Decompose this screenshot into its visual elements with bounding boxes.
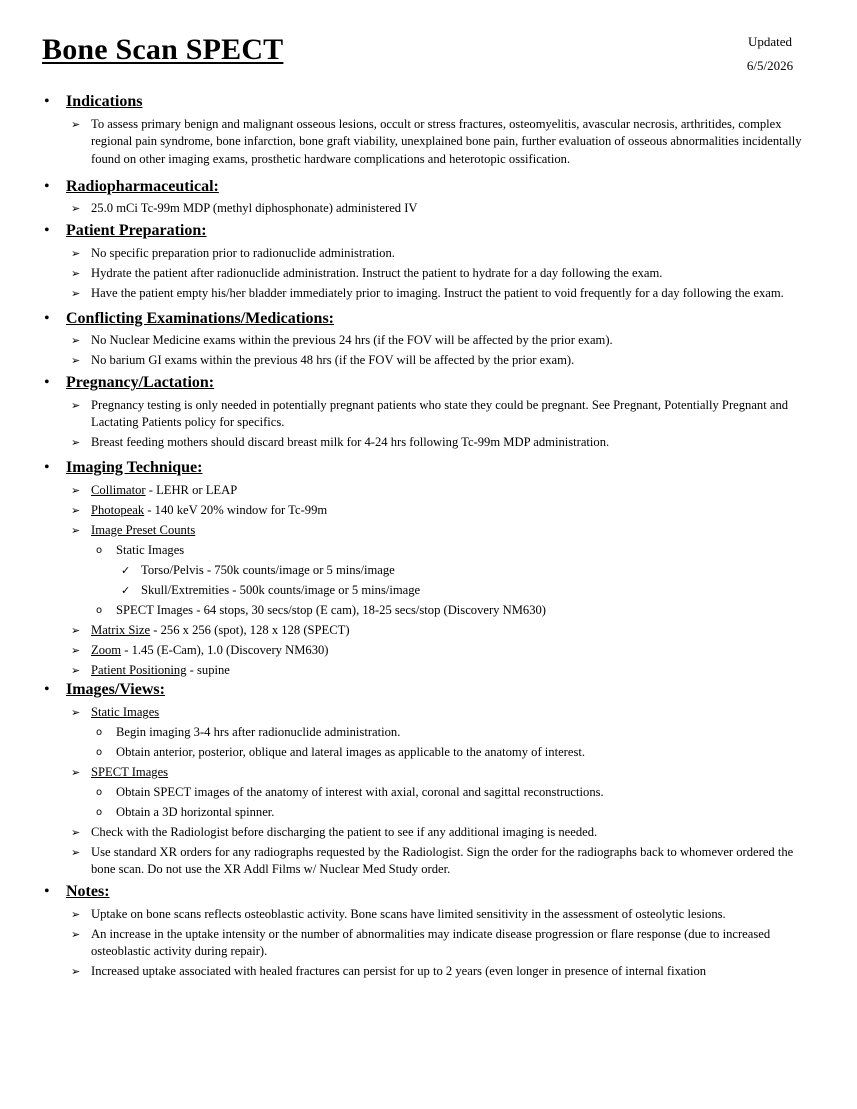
section-heading: • Indications bbox=[0, 91, 857, 113]
list-item: ➢ Static Images bbox=[0, 704, 857, 722]
section-conflicting bbox=[0, 308, 857, 370]
arrow-bullet-icon: ➢ bbox=[71, 354, 81, 367]
list-item: ➢ Hydrate the patient after radionuclide administration. Instruct the patient to hydrate for a day following the exam. bbox=[0, 265, 857, 283]
circle-bullet-icon: o bbox=[96, 746, 103, 758]
section-notes bbox=[0, 881, 857, 981]
collimator-label: Collimator bbox=[91, 482, 146, 497]
list-item bbox=[0, 522, 857, 540]
zoom-label: Zoom bbox=[91, 642, 122, 657]
list-item: o SPECT Images - 64 stops, 30 secs/stop (E cam), 18-25 secs/stop (Discovery NM630) bbox=[0, 602, 857, 620]
list-item: ➢ Increased uptake associated with healed fractures can persist for up to 2 years (even longer in presence of internal fixation bbox=[0, 963, 857, 981]
list-item: o Static Images bbox=[0, 542, 857, 560]
list-item: ➢ No specific preparation prior to radionuclide administration. bbox=[0, 245, 857, 263]
bullet-icon: • bbox=[44, 93, 50, 110]
check-bullet-icon: ✓ bbox=[121, 563, 131, 577]
bullet-icon: • bbox=[44, 459, 50, 476]
list-item: o Begin imaging 3-4 hrs after radionuclide administration. bbox=[0, 724, 857, 742]
list-item: ✓ Torso/Pelvis - 750k counts/image or 5 mins/image bbox=[0, 562, 857, 580]
arrow-bullet-icon: ➢ bbox=[71, 503, 81, 517]
section-heading: • Imaging Technique: bbox=[0, 457, 857, 479]
section-heading: • Patient Preparation: bbox=[0, 220, 857, 242]
section-heading: • Conflicting Examinations/Medications: bbox=[0, 308, 857, 330]
section-heading: • Radiopharmaceutical: bbox=[0, 176, 857, 198]
arrow-bullet-icon: ➢ bbox=[71, 845, 81, 859]
preset-counts-label: Image Preset Counts bbox=[91, 522, 196, 537]
circle-bullet-icon: o bbox=[96, 806, 103, 818]
bullet-icon: • bbox=[44, 222, 50, 239]
arrow-bullet-icon: ➢ bbox=[71, 523, 81, 537]
matrix-size-label: Matrix Size bbox=[91, 622, 151, 637]
section-heading: • Images/Views: bbox=[0, 679, 857, 701]
positioning-label: Patient Positioning bbox=[91, 662, 187, 677]
photopeak-label: Photopeak bbox=[91, 502, 145, 517]
bullet-icon: • bbox=[44, 177, 50, 195]
bullet-icon: • bbox=[44, 374, 50, 391]
arrow-bullet-icon: ➢ bbox=[71, 965, 81, 978]
list-item: ➢ Patient Positioning - supine bbox=[0, 662, 857, 680]
list-item: ➢ Collimator - LEHR or LEAP bbox=[0, 482, 857, 500]
section-pregnancy bbox=[0, 372, 857, 452]
list-item: ➢ Uptake on bone scans reflects osteoblastic activity. Bone scans have limited sensitivity in the assessment of osteolytic lesions. bbox=[0, 906, 857, 924]
list-item: o Obtain SPECT images of the anatomy of interest with axial, coronal and sagittal reconstructions. bbox=[0, 784, 857, 802]
section-heading: • Notes: bbox=[0, 881, 857, 903]
arrow-bullet-icon: ➢ bbox=[71, 202, 81, 215]
arrow-bullet-icon: ➢ bbox=[71, 286, 81, 300]
arrow-bullet-icon: ➢ bbox=[71, 623, 81, 637]
arrow-bullet-icon: ➢ bbox=[71, 705, 81, 719]
list-item: ➢ To assess primary benign and malignant osseous lesions, occult or stress fractures, osteomyelitis, avascular necrosis, arthritides, complex regional pain syndrome, bone infarction, bone graft viability, unexplained bone pain, further evaluation of osseous abnormalities incidentally found on other imaging exams, prosthetic hardware complications and heterotopic ossification. bbox=[71, 116, 802, 166]
bullet-icon: • bbox=[44, 883, 50, 900]
list-item: o Obtain anterior, posterior, oblique and lateral images as applicable to the anatomy of interest. bbox=[0, 744, 857, 762]
list-item: ✓ Skull/Extremities - 500k counts/image or 5 mins/image bbox=[0, 582, 857, 600]
updated-label: Updated bbox=[747, 34, 793, 49]
arrow-bullet-icon: ➢ bbox=[71, 483, 81, 497]
arrow-bullet-icon: ➢ bbox=[71, 334, 81, 347]
list-item: ➢ 25.0 mCi Tc-99m MDP (methyl diphosphonate) administered IV bbox=[0, 200, 857, 218]
list-item: ➢ No Nuclear Medicine exams within the previous 24 hrs (if the FOV will be affected by the prior exam). bbox=[0, 332, 857, 350]
arrow-bullet-icon: ➢ bbox=[71, 266, 81, 280]
list-item: ➢ Use standard XR orders for any radiographs requested by the Radiologist. Sign the order for the radiographs back to whomever ordered the bone scan. Do not use the XR Addl Films w/ Nuclear Med Study order. bbox=[71, 844, 794, 876]
check-bullet-icon: ✓ bbox=[121, 583, 131, 597]
updated-block bbox=[735, 30, 805, 78]
list-item: ➢ An increase in the uptake intensity or the number of abnormalities may indicate disease progression or flare response (due to increased osteoblastic activity during repair). bbox=[71, 926, 771, 958]
list-item: ➢ SPECT Images bbox=[0, 764, 857, 782]
section-imaging-technique bbox=[0, 457, 857, 679]
section-images-views bbox=[0, 679, 857, 879]
arrow-bullet-icon: ➢ bbox=[71, 246, 81, 260]
section-indications bbox=[0, 91, 857, 168]
list-item: ➢ Zoom - 1.45 (E-Cam), 1.0 (Discovery NM630) bbox=[0, 642, 857, 660]
section-patient-preparation bbox=[0, 220, 857, 302]
circle-bullet-icon: o bbox=[96, 786, 103, 798]
list-item: ➢ No barium GI exams within the previous 48 hrs (if the FOV will be affected by the prior exam). bbox=[0, 352, 857, 370]
updated-date: 6/5/2026 bbox=[746, 58, 794, 73]
circle-bullet-icon: o bbox=[96, 604, 103, 616]
list-item: ➢ Breast feeding mothers should discard breast milk for 4-24 hrs following Tc-99m MDP administration. bbox=[0, 434, 857, 452]
circle-bullet-icon: o bbox=[96, 544, 103, 556]
section-heading: • Pregnancy/Lactation: bbox=[0, 372, 857, 394]
list-item: ➢ Pregnancy testing is only needed in potentially pregnant patients who state they could be pregnant. See Pregnant, Potentially Pregnant and Lactating Patients policy for specifics. bbox=[71, 397, 789, 429]
bullet-icon: • bbox=[44, 309, 50, 327]
arrow-bullet-icon: ➢ bbox=[71, 663, 81, 677]
list-item: ➢ Check with the Radiologist before discharging the patient to see if any additional imaging is needed. bbox=[0, 824, 857, 842]
arrow-bullet-icon: ➢ bbox=[71, 643, 81, 657]
section-radiopharmaceutical bbox=[0, 176, 857, 218]
circle-bullet-icon: o bbox=[96, 726, 103, 738]
document-body bbox=[0, 91, 857, 983]
arrow-bullet-icon: ➢ bbox=[71, 436, 81, 449]
arrow-bullet-icon: ➢ bbox=[71, 765, 81, 779]
list-item: o Obtain a 3D horizontal spinner. bbox=[0, 804, 857, 822]
page-title: Bone Scan SPECT bbox=[42, 33, 284, 66]
arrow-bullet-icon: ➢ bbox=[71, 907, 81, 921]
arrow-bullet-icon: ➢ bbox=[71, 398, 81, 412]
list-item: ➢ Photopeak - 140 keV 20% window for Tc-99m bbox=[0, 502, 857, 520]
bullet-icon: • bbox=[44, 681, 50, 698]
arrow-bullet-icon: ➢ bbox=[71, 117, 81, 131]
list-item: ➢ Have the patient empty his/her bladder immediately prior to imaging. Instruct the patient to void frequently for a day following the exam. bbox=[0, 285, 857, 303]
list-item: ➢ Matrix Size - 256 x 256 (spot), 128 x 128 (SPECT) bbox=[0, 622, 857, 640]
arrow-bullet-icon: ➢ bbox=[71, 927, 81, 941]
arrow-bullet-icon: ➢ bbox=[71, 825, 81, 839]
